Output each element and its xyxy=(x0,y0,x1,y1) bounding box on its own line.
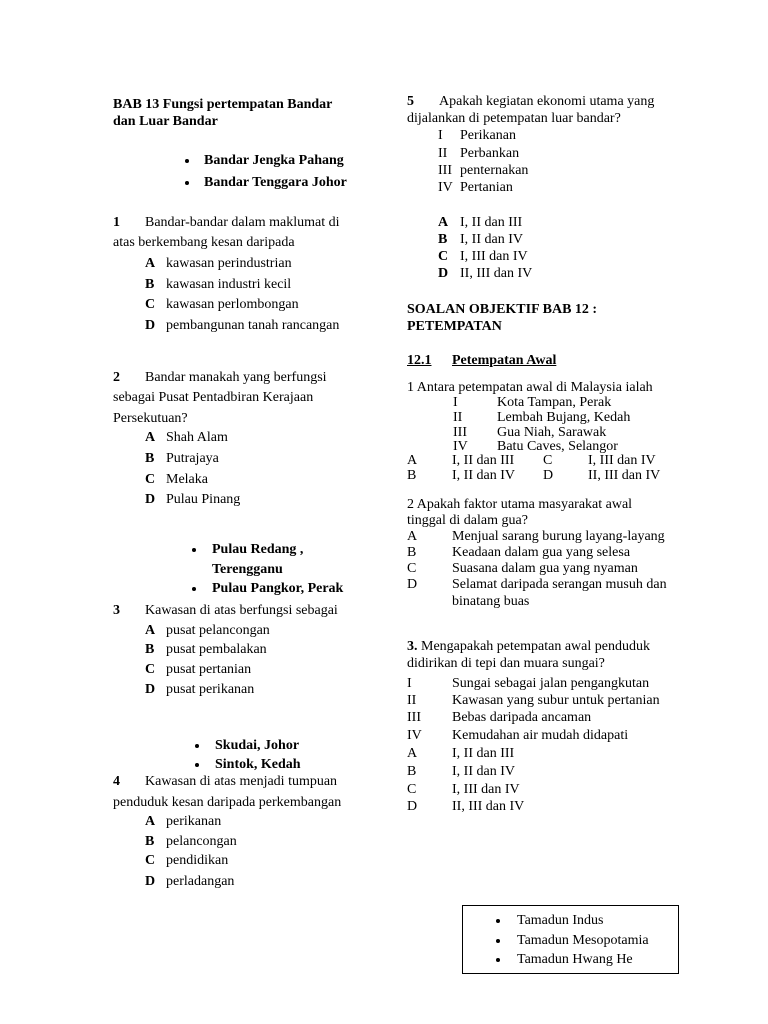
option-text: Melaka xyxy=(166,472,208,487)
option-text: I, II dan III xyxy=(452,453,515,468)
option-letter: B xyxy=(407,545,417,560)
option-text: I, II dan IV xyxy=(452,764,515,779)
bullet-item: Terengganu xyxy=(212,562,283,577)
option-text: I, III dan IV xyxy=(460,249,528,264)
subsection-title: Petempatan Awal xyxy=(452,353,557,368)
option-letter: A xyxy=(438,215,449,230)
statement-text: Bebas daripada ancaman xyxy=(452,710,592,725)
option-letter: C xyxy=(438,249,449,264)
option-letter: B xyxy=(407,468,417,483)
option-letter: A xyxy=(145,256,156,271)
bullet-icon xyxy=(192,587,196,591)
option-text: perikanan xyxy=(166,814,222,829)
option-text: Menjual sarang burung layang-layang xyxy=(452,529,665,544)
bullet-item: Sintok, Kedah xyxy=(215,757,301,772)
statement-roman: II xyxy=(453,410,463,425)
option-letter: A xyxy=(145,814,156,829)
question-text: Mengapakah petempatan awal penduduk xyxy=(421,639,650,654)
statement-roman: III xyxy=(438,163,452,178)
bullet-item: Tamadun Hwang He xyxy=(517,952,633,967)
statement-text: Perbankan xyxy=(460,146,520,161)
question-text: sebagai Pusat Pentadbiran Kerajaan xyxy=(113,390,314,405)
option-letter: B xyxy=(438,232,448,247)
option-text: I, II dan IV xyxy=(452,468,515,483)
question-number: 4 xyxy=(113,774,120,789)
bullet-item: Tamadun Indus xyxy=(517,913,604,928)
chapter-title: BAB 13 Fungsi pertempatan Bandar xyxy=(113,97,333,112)
question-number: 3 xyxy=(113,603,120,618)
question-text: dijalankan di petempatan luar bandar? xyxy=(407,111,621,126)
question-text: 2 Apakah faktor utama masyarakat awal xyxy=(407,497,633,512)
bullet-item: Pulau Pangkor, Perak xyxy=(212,581,344,596)
bullet-icon xyxy=(185,159,189,163)
statement-roman: III xyxy=(453,425,467,440)
option-letter: C xyxy=(145,472,156,487)
statement-roman: II xyxy=(407,693,417,708)
question-text: atas berkembang kesan daripada xyxy=(113,235,295,250)
statement-text: Kemudahan air mudah didapati xyxy=(452,728,629,743)
question-text: 1 Antara petempatan awal di Malaysia ialah xyxy=(407,380,653,395)
option-letter: A xyxy=(407,529,418,544)
statement-roman: III xyxy=(407,710,421,725)
option-text: Pulau Pinang xyxy=(166,492,241,507)
bullet-item: Pulau Redang , xyxy=(212,542,304,557)
option-letter: A xyxy=(407,746,418,761)
option-text: II, III dan IV xyxy=(588,468,661,483)
option-text: perladangan xyxy=(166,874,235,889)
statement-roman: I xyxy=(453,395,458,410)
question-number: 5 xyxy=(407,94,414,109)
statement-roman: I xyxy=(407,676,412,691)
question-number: 3. xyxy=(407,639,418,654)
statement-roman: I xyxy=(438,128,443,143)
question-number: 2 xyxy=(113,370,120,385)
question-text: penduduk kesan daripada perkembangan xyxy=(113,795,342,810)
option-letter: B xyxy=(407,764,417,779)
option-letter: A xyxy=(145,623,156,638)
option-text: I, II dan IV xyxy=(460,232,523,247)
bullet-item: Bandar Jengka Pahang xyxy=(204,153,344,168)
question-text: Kawasan di atas menjadi tumpuan xyxy=(145,774,338,789)
option-text: Selamat daripada serangan musuh dan xyxy=(452,577,667,592)
option-text: pelancongan xyxy=(166,834,237,849)
option-text: I, II dan III xyxy=(452,746,515,761)
question-number: 1 xyxy=(113,215,120,230)
option-letter: B xyxy=(145,451,155,466)
section-heading-line2: PETEMPATAN xyxy=(407,319,502,334)
option-text: kawasan industri kecil xyxy=(166,277,292,292)
question-text: Apakah kegiatan ekonomi utama yang xyxy=(439,94,655,109)
statement-text: Sungai sebagai jalan pengangkutan xyxy=(452,676,650,691)
option-text: I, III dan IV xyxy=(452,782,520,797)
option-text: kawasan perindustrian xyxy=(166,256,292,271)
bullet-icon xyxy=(496,958,500,962)
statement-text: Kawasan yang subur untuk pertanian xyxy=(452,693,660,708)
question-text: Bandar-bandar dalam maklumat di xyxy=(145,215,340,230)
subsection-number: 12.1 xyxy=(407,353,432,368)
bullet-icon xyxy=(496,939,500,943)
option-text: Suasana dalam gua yang nyaman xyxy=(452,561,638,576)
option-text: kawasan perlombongan xyxy=(166,297,299,312)
option-letter: D xyxy=(407,799,418,814)
statement-text: Perikanan xyxy=(460,128,516,143)
option-text: Keadaan dalam gua yang selesa xyxy=(452,545,631,560)
option-text: pusat pelancongan xyxy=(166,623,270,638)
bullet-item: Tamadun Mesopotamia xyxy=(517,933,649,948)
question-text: Persekutuan? xyxy=(113,411,188,426)
option-letter: D xyxy=(543,468,554,483)
statement-roman: IV xyxy=(453,439,468,454)
option-letter: C xyxy=(145,297,156,312)
option-letter: A xyxy=(145,430,156,445)
bullet-item: Skudai, Johor xyxy=(215,738,300,753)
question-text: Kawasan di atas berfungsi sebagai xyxy=(145,603,338,618)
question-text: Bandar manakah yang berfungsi xyxy=(145,370,327,385)
statement-text: penternakan xyxy=(460,163,529,178)
option-text: Putrajaya xyxy=(166,451,219,466)
option-letter: C xyxy=(145,853,156,868)
option-letter: B xyxy=(145,277,155,292)
option-letter: C xyxy=(407,782,417,797)
question-text: tinggal di dalam gua? xyxy=(407,513,528,528)
option-text: pusat perikanan xyxy=(166,682,255,697)
option-letter: B xyxy=(145,642,155,657)
statement-text: Batu Caves, Selangor xyxy=(497,439,618,454)
option-text: I, II dan III xyxy=(460,215,523,230)
option-letter: C xyxy=(145,662,156,677)
question-text: didirikan di tepi dan muara sungai? xyxy=(407,656,605,671)
chapter-title-line2: dan Luar Bandar xyxy=(113,114,218,129)
option-text: II, III dan IV xyxy=(452,799,525,814)
option-letter: C xyxy=(407,561,417,576)
bullet-item: Bandar Tenggara Johor xyxy=(204,175,347,190)
statement-text: Lembah Bujang, Kedah xyxy=(497,410,631,425)
option-text: binatang buas xyxy=(452,594,530,609)
option-letter: C xyxy=(543,453,553,468)
option-letter: A xyxy=(407,453,418,468)
option-letter: D xyxy=(407,577,418,592)
statement-text: Gua Niah, Sarawak xyxy=(497,425,607,440)
option-letter: D xyxy=(145,874,156,889)
option-text: pembangunan tanah rancangan xyxy=(166,318,340,333)
statement-text: Kota Tampan, Perak xyxy=(497,395,612,410)
statement-roman: IV xyxy=(438,180,453,195)
option-text: pendidikan xyxy=(166,853,229,868)
bullet-icon xyxy=(192,548,196,552)
option-letter: D xyxy=(145,492,156,507)
option-text: pusat pembalakan xyxy=(166,642,267,657)
option-letter: D xyxy=(145,318,156,333)
option-text: I, III dan IV xyxy=(588,453,656,468)
bullet-icon xyxy=(185,181,189,185)
bullet-icon xyxy=(195,744,199,748)
bullet-icon xyxy=(195,763,199,767)
option-letter: D xyxy=(438,266,449,281)
option-text: II, III dan IV xyxy=(460,266,533,281)
statement-roman: IV xyxy=(407,728,422,743)
option-text: Shah Alam xyxy=(166,430,228,445)
option-text: pusat pertanian xyxy=(166,662,252,677)
option-letter: D xyxy=(145,682,156,697)
statement-text: Pertanian xyxy=(460,180,513,195)
statement-roman: II xyxy=(438,146,448,161)
section-heading: SOALAN OBJEKTIF BAB 12 : xyxy=(407,302,598,317)
bullet-icon xyxy=(496,919,500,923)
option-letter: B xyxy=(145,834,155,849)
